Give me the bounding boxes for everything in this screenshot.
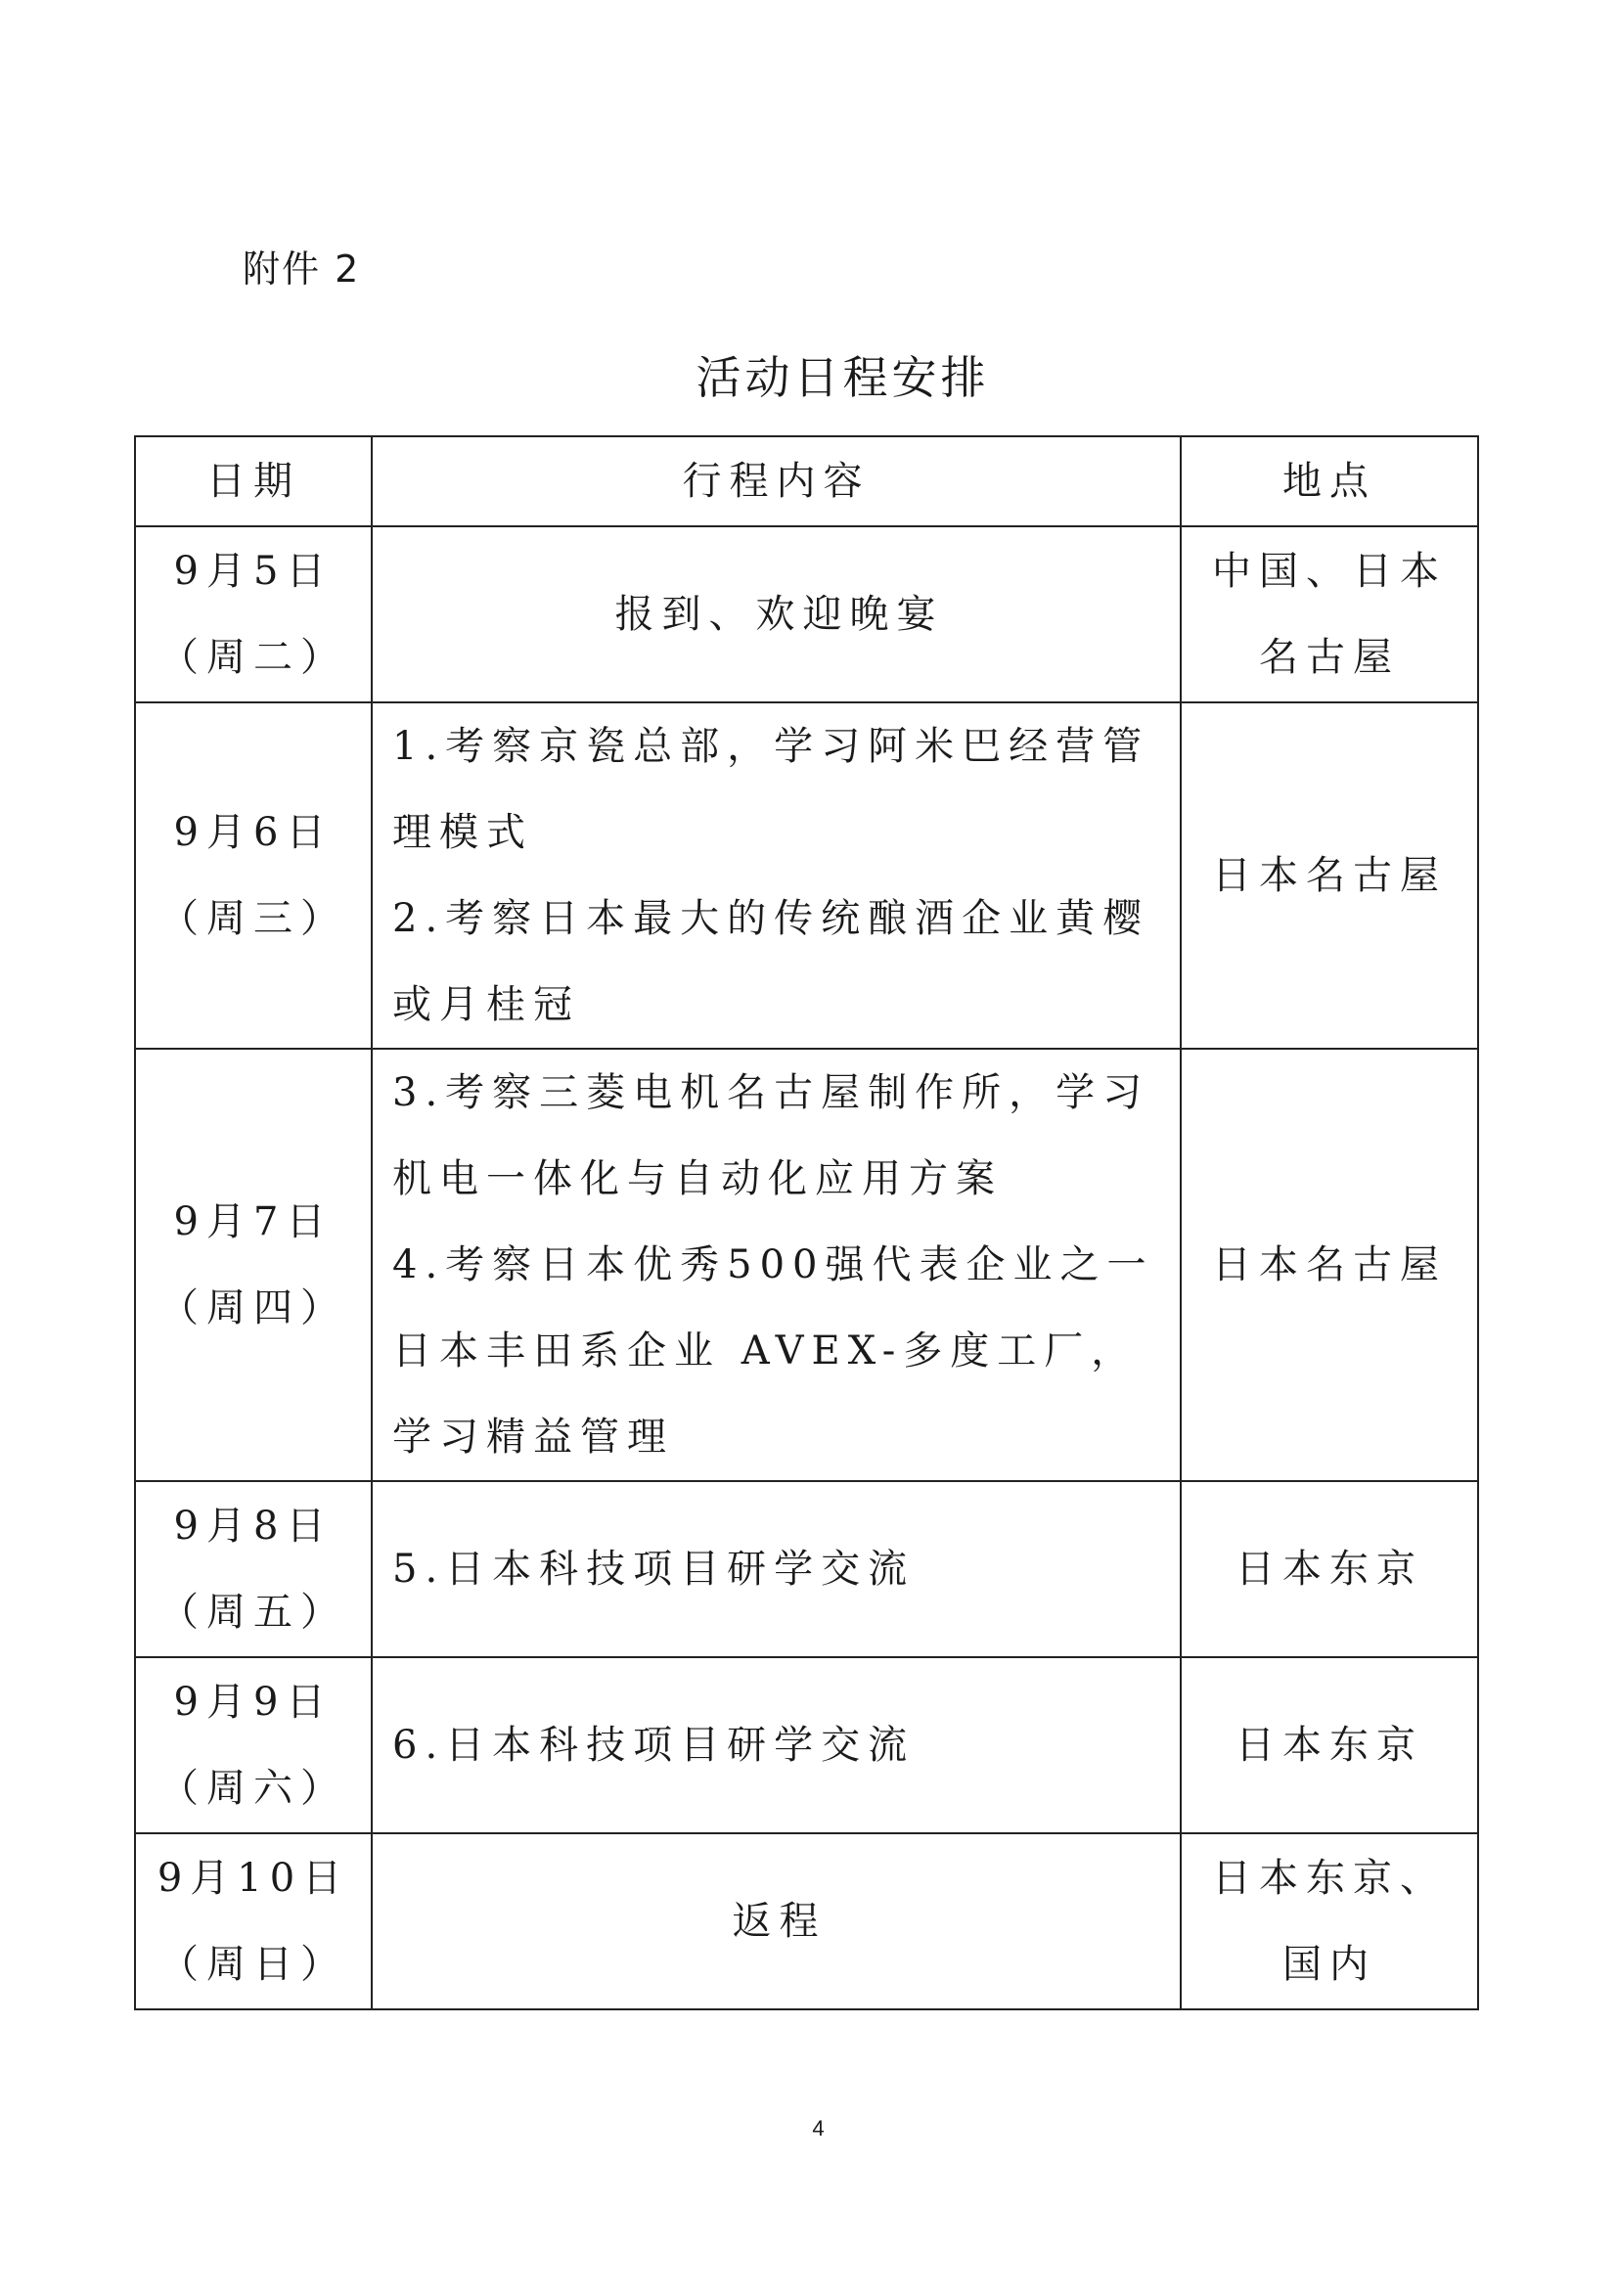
content-item: 4.考察日本优秀500强代表企业之一日本丰田系企业 AVEX-多度工厂，学习精益管理 xyxy=(392,1242,1154,1460)
place-cell: 日本东京、国内 xyxy=(1181,1833,1478,2009)
content-item: 5.日本科技项目研学交流 xyxy=(392,1547,916,1592)
table-row xyxy=(135,1481,1478,1657)
table-row xyxy=(135,526,1478,702)
date-cell xyxy=(135,1481,372,1657)
content-item: 返程 xyxy=(732,1899,827,1944)
date-cell xyxy=(135,1833,372,2009)
place-cell: 日本东京 xyxy=(1181,1657,1478,1833)
header-place: 地点 xyxy=(1181,436,1478,526)
attachment-label: 附件 2 xyxy=(243,248,361,291)
page-number: 4 xyxy=(812,2116,825,2140)
date-text: 9月6日 xyxy=(173,810,334,855)
content-cell xyxy=(372,526,1181,702)
content-cell xyxy=(372,1049,1181,1481)
header-content: 行程内容 xyxy=(372,436,1181,526)
schedule-table xyxy=(134,435,1479,2010)
content-cell xyxy=(372,702,1181,1049)
content-item: 报到、欢迎晚宴 xyxy=(614,592,944,637)
content-item: 3.考察三菱电机名古屋制作所，学习机电一体化与自动化应用方案 xyxy=(392,1070,1150,1201)
header-date: 日期 xyxy=(135,436,372,526)
content-cell xyxy=(372,1481,1181,1657)
page-title: 活动日程安排 xyxy=(696,351,990,404)
weekday-text: （周六） xyxy=(159,1766,347,1811)
date-text: 9月5日 xyxy=(173,549,334,594)
content-cell xyxy=(372,1833,1181,2009)
date-cell xyxy=(135,1657,372,1833)
weekday-text: （周二） xyxy=(159,635,347,680)
place-cell: 日本东京 xyxy=(1181,1481,1478,1657)
date-text: 9月10日 xyxy=(157,1856,350,1901)
date-text: 9月7日 xyxy=(173,1199,334,1244)
date-cell xyxy=(135,1049,372,1481)
date-cell xyxy=(135,526,372,702)
place-cell: 日本名古屋 xyxy=(1181,1049,1478,1481)
table-row xyxy=(135,1049,1478,1481)
content-item: 1.考察京瓷总部，学习阿米巴经营管理模式 xyxy=(392,724,1150,855)
content-item: 2.考察日本最大的传统酿酒企业黄樱或月桂冠 xyxy=(392,896,1150,1027)
weekday-text: （周四） xyxy=(159,1285,347,1330)
weekday-text: （周日） xyxy=(159,1942,347,1987)
content-item: 6.日本科技项目研学交流 xyxy=(392,1723,916,1768)
place-cell: 日本名古屋 xyxy=(1181,702,1478,1049)
weekday-text: （周三） xyxy=(159,896,347,941)
date-cell xyxy=(135,702,372,1049)
table-row xyxy=(135,702,1478,1049)
date-text: 9月8日 xyxy=(173,1504,334,1549)
place-cell: 中国、日本名古屋 xyxy=(1181,526,1478,702)
date-text: 9月9日 xyxy=(173,1680,334,1725)
weekday-text: （周五） xyxy=(159,1590,347,1635)
table-header-row xyxy=(135,436,1478,526)
table-row xyxy=(135,1833,1478,2009)
table-row xyxy=(135,1657,1478,1833)
content-cell xyxy=(372,1657,1181,1833)
